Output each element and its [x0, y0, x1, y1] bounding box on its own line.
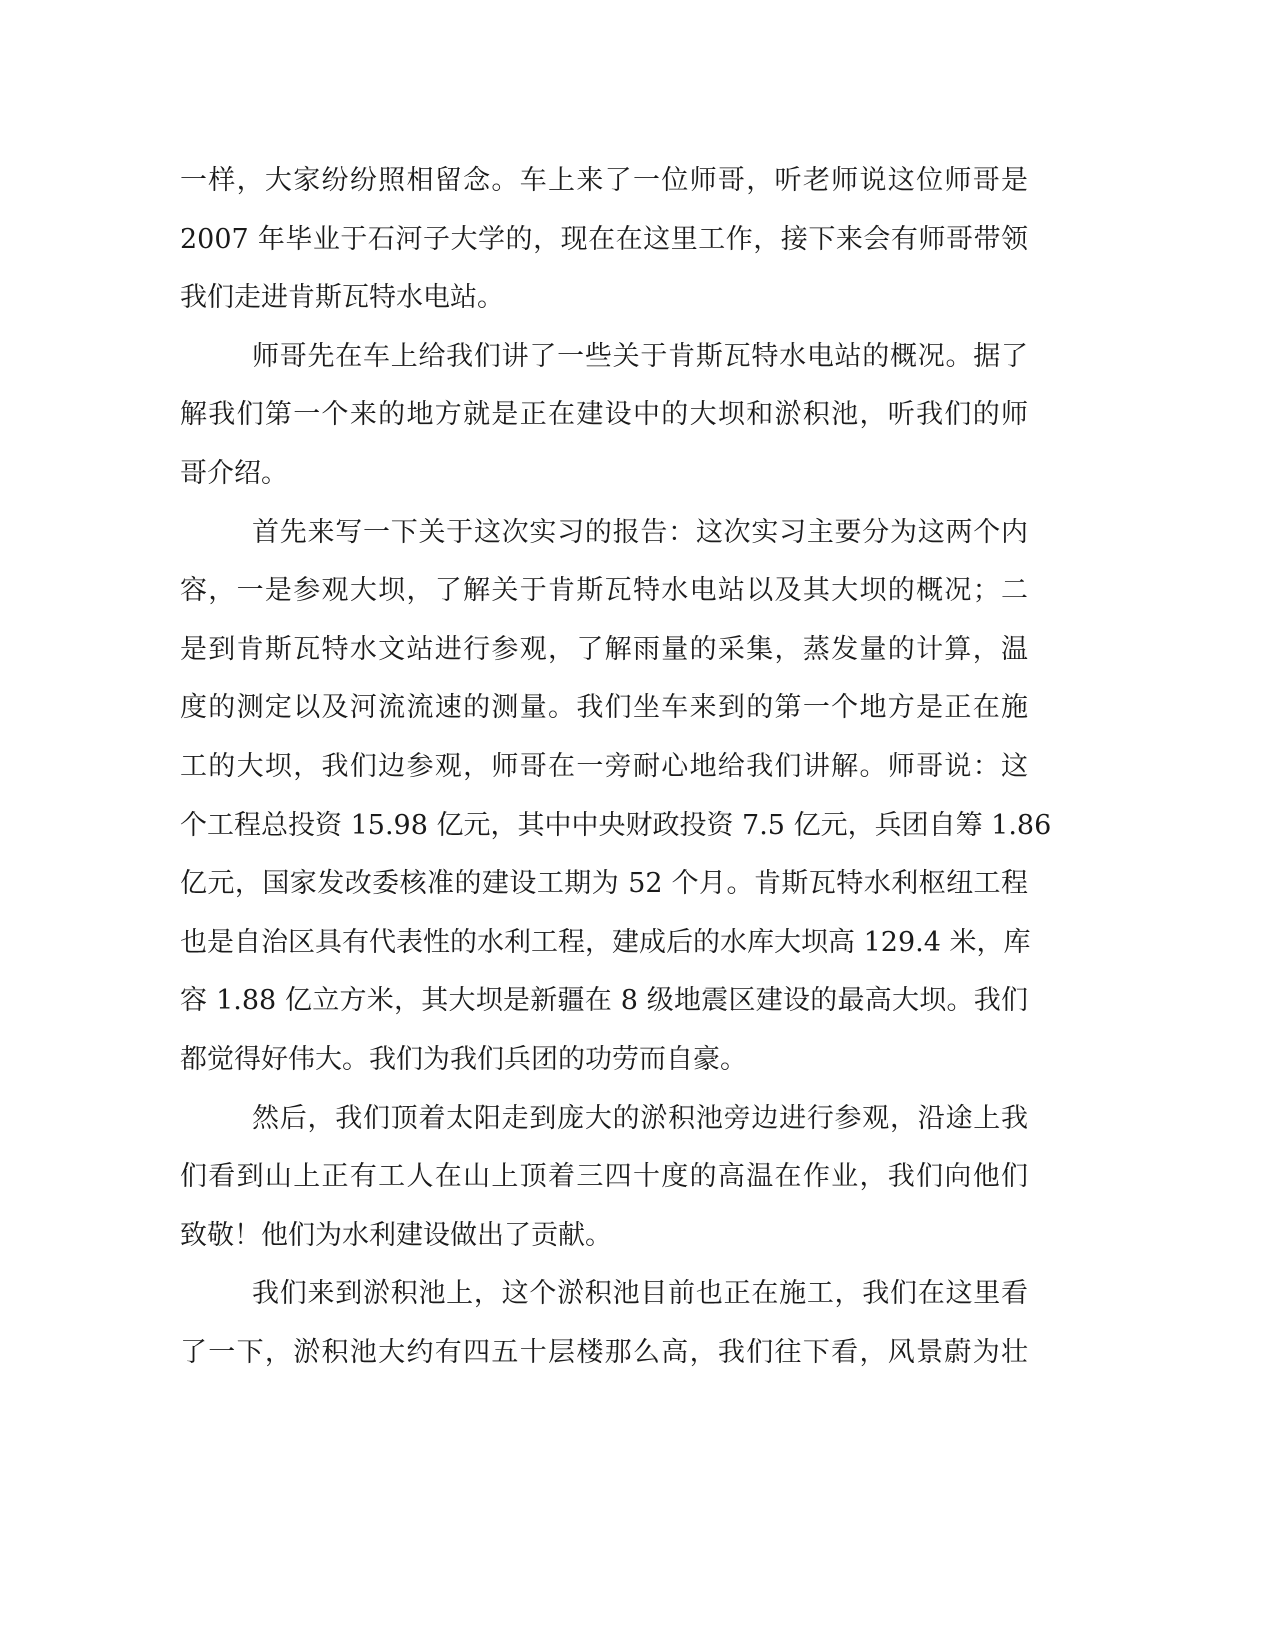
text-line: 我们走进肯斯瓦特水电站。 [180, 282, 504, 314]
document-body [180, 152, 1052, 1382]
text-line: 首先来写一下关于这次实习的报告：这次实习主要分为这两个内 [252, 516, 1028, 548]
text-line: 哥介绍。 [180, 457, 288, 489]
text-line: 亿元，国家发改委核准的建设工期为 52 个月。肯斯瓦特水利枢纽工程 [180, 868, 1028, 900]
text-line: 师哥先在车上给我们讲了一些关于肯斯瓦特水电站的概况。据了 [252, 340, 1028, 372]
text-line: 2007 年毕业于石河子大学的，现在在这里工作，接下来会有师哥带领 [180, 223, 1028, 255]
text-line: 是到肯斯瓦特水文站进行参观，了解雨量的采集，蒸发量的计算，温 [180, 633, 1028, 665]
text-line: 解我们第一个来的地方就是正在建设中的大坝和淤积池，听我们的师 [180, 399, 1028, 431]
text-line: 工的大坝，我们边参观，师哥在一旁耐心地给我们讲解。师哥说：这 [180, 750, 1028, 782]
text-line: 们看到山上正有工人在山上顶着三四十度的高温在作业，我们向他们 [180, 1161, 1028, 1193]
text-line: 个工程总投资 15.98 亿元，其中中央财政投资 7.5 亿元，兵团自筹 1.86 [180, 809, 1052, 841]
text-line: 了一下，淤积池大约有四五十层楼那么高，我们往下看，风景蔚为壮 [180, 1336, 1028, 1368]
text-line: 然后，我们顶着太阳走到庞大的淤积池旁边进行参观，沿途上我 [252, 1102, 1028, 1134]
text-line: 都觉得好伟大。我们为我们兵团的功劳而自豪。 [180, 1043, 747, 1075]
text-line: 一样，大家纷纷照相留念。车上来了一位师哥，听老师说这位师哥是 [180, 165, 1028, 196]
text-line: 我们来到淤积池上，这个淤积池目前也正在施工，我们在这里看 [252, 1278, 1028, 1310]
text-line: 容，一是参观大坝，了解关于肯斯瓦特水电站以及其大坝的概况；二 [180, 575, 1028, 607]
text-line: 容 1.88 亿立方米，其大坝是新疆在 8 级地震区建设的最高大坝。我们 [180, 985, 1028, 1017]
text-line: 度的测定以及河流流速的测量。我们坐车来到的第一个地方是正在施 [180, 692, 1028, 724]
text-line: 致敬！他们为水利建设做出了贡献。 [180, 1219, 612, 1251]
text-line: 也是自治区具有代表性的水利工程，建成后的水库大坝高 129.4 米，库 [180, 926, 1031, 958]
